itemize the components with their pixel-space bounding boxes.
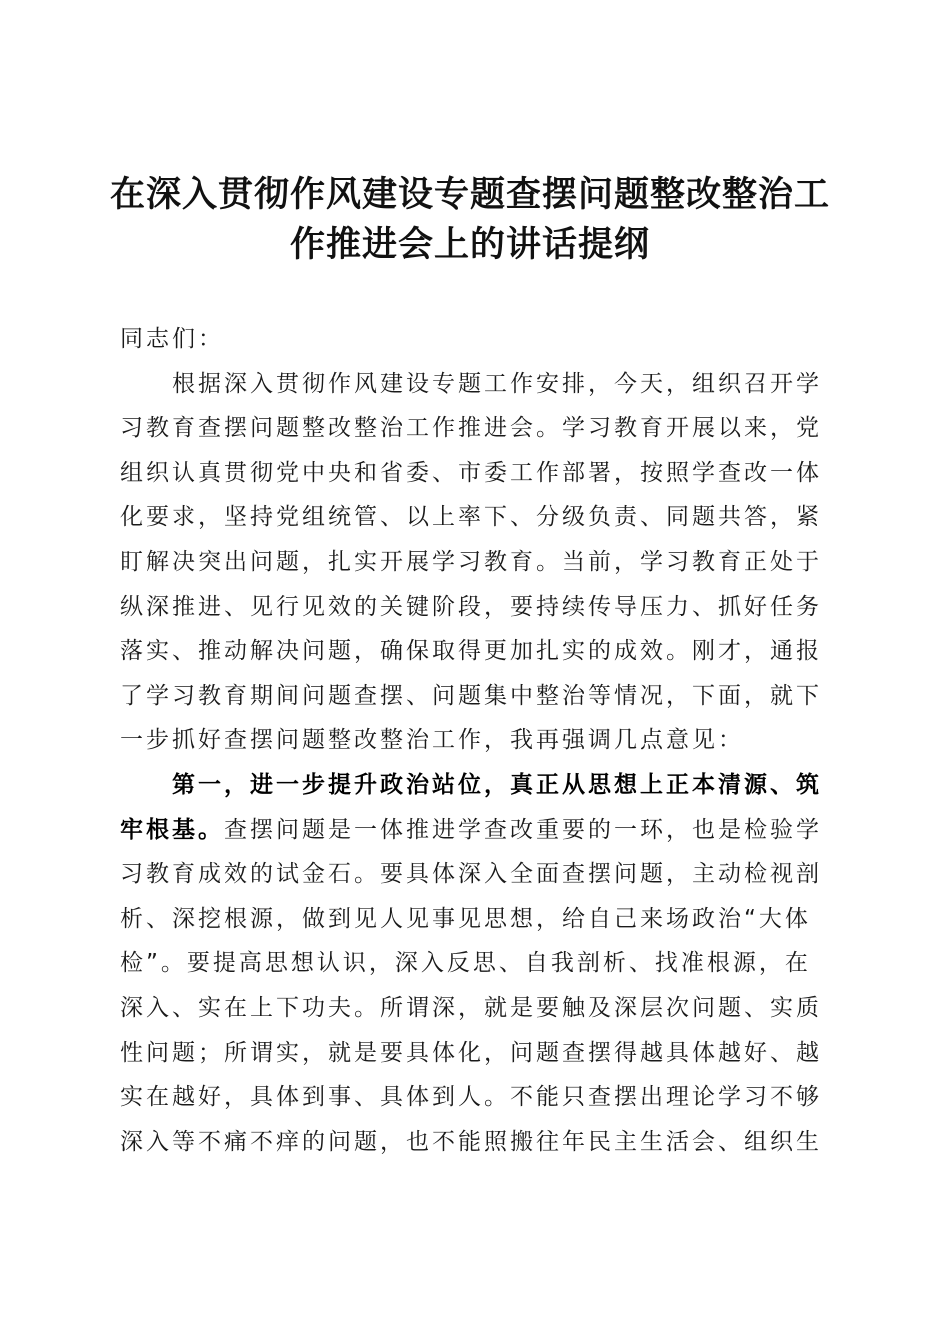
paragraph1-line: 盯解决突出问题，扎实开展学习教育。当前，学习教育正处于 xyxy=(120,548,822,575)
paragraph1-line: 落实、推动解决问题，确保取得更加扎实的成效。刚才，通报 xyxy=(120,638,822,665)
paragraph1-line: 一步抓好查摆问题整改整治工作，我再强调几点意见： xyxy=(120,727,744,754)
paragraph1-line: 根据深入贯彻作风建设专题工作安排，今天，组织召开学 xyxy=(172,370,822,397)
paragraph2-heading: 第一，进一步提升政治站位，真正从思想上正本清源、筑 xyxy=(172,771,822,798)
document-title xyxy=(110,170,830,270)
paragraph2-line: 检”。要提高思想认识，深入反思、自我剖析、找准根源，在 xyxy=(120,950,811,977)
paragraph2-line: 实在越好，具体到事、具体到人。不能只查摆出理论学习不够 xyxy=(120,1084,822,1111)
paragraph2-line: 析、深挖根源，做到见人见事见思想，给自己来场政治“大体 xyxy=(120,905,811,932)
paragraph2-heading-end: 牢根基。 xyxy=(120,816,224,843)
title-line-2: 作推进会上的讲话提纲 xyxy=(289,224,650,265)
paragraph1-line: 组织认真贯彻党中央和省委、市委工作部署，按照学查改一体 xyxy=(120,459,822,486)
document-body xyxy=(120,317,830,1164)
salutation: 同志们： xyxy=(120,326,224,352)
title-line-1: 在深入贯彻作风建设专题查摆问题整改整治工 xyxy=(110,174,831,215)
paragraph2-line xyxy=(120,808,830,853)
paragraph2-line: 深入等不痛不痒的问题，也不能照搬往年民主生活会、组织生 xyxy=(120,1128,822,1155)
paragraph2-line: 习教育成效的试金石。要具体深入全面查摆问题，主动检视剖 xyxy=(120,861,822,888)
paragraph1-line: 了学习教育期间问题查摆、问题集中整治等情况，下面，就下 xyxy=(120,682,822,709)
paragraph1-line: 纵深推进、见行见效的关键阶段，要持续传导压力、抓好任务 xyxy=(120,593,822,620)
paragraph2-line: 深入、实在上下功夫。所谓深，就是要触及深层次问题、实质 xyxy=(120,994,822,1021)
paragraph2-line: 性问题；所谓实，就是要具体化，问题查摆得越具体越好、越 xyxy=(120,1039,822,1066)
paragraph2-line-rest: 查摆问题是一体推进学查改重要的一环，也是检验学 xyxy=(224,816,822,843)
paragraph1-line: 化要求，坚持党组统管、以上率下、分级负责、同题共答，紧 xyxy=(120,504,822,531)
paragraph1-line: 习教育查摆问题整改整治工作推进会。学习教育开展以来，党 xyxy=(120,415,822,442)
